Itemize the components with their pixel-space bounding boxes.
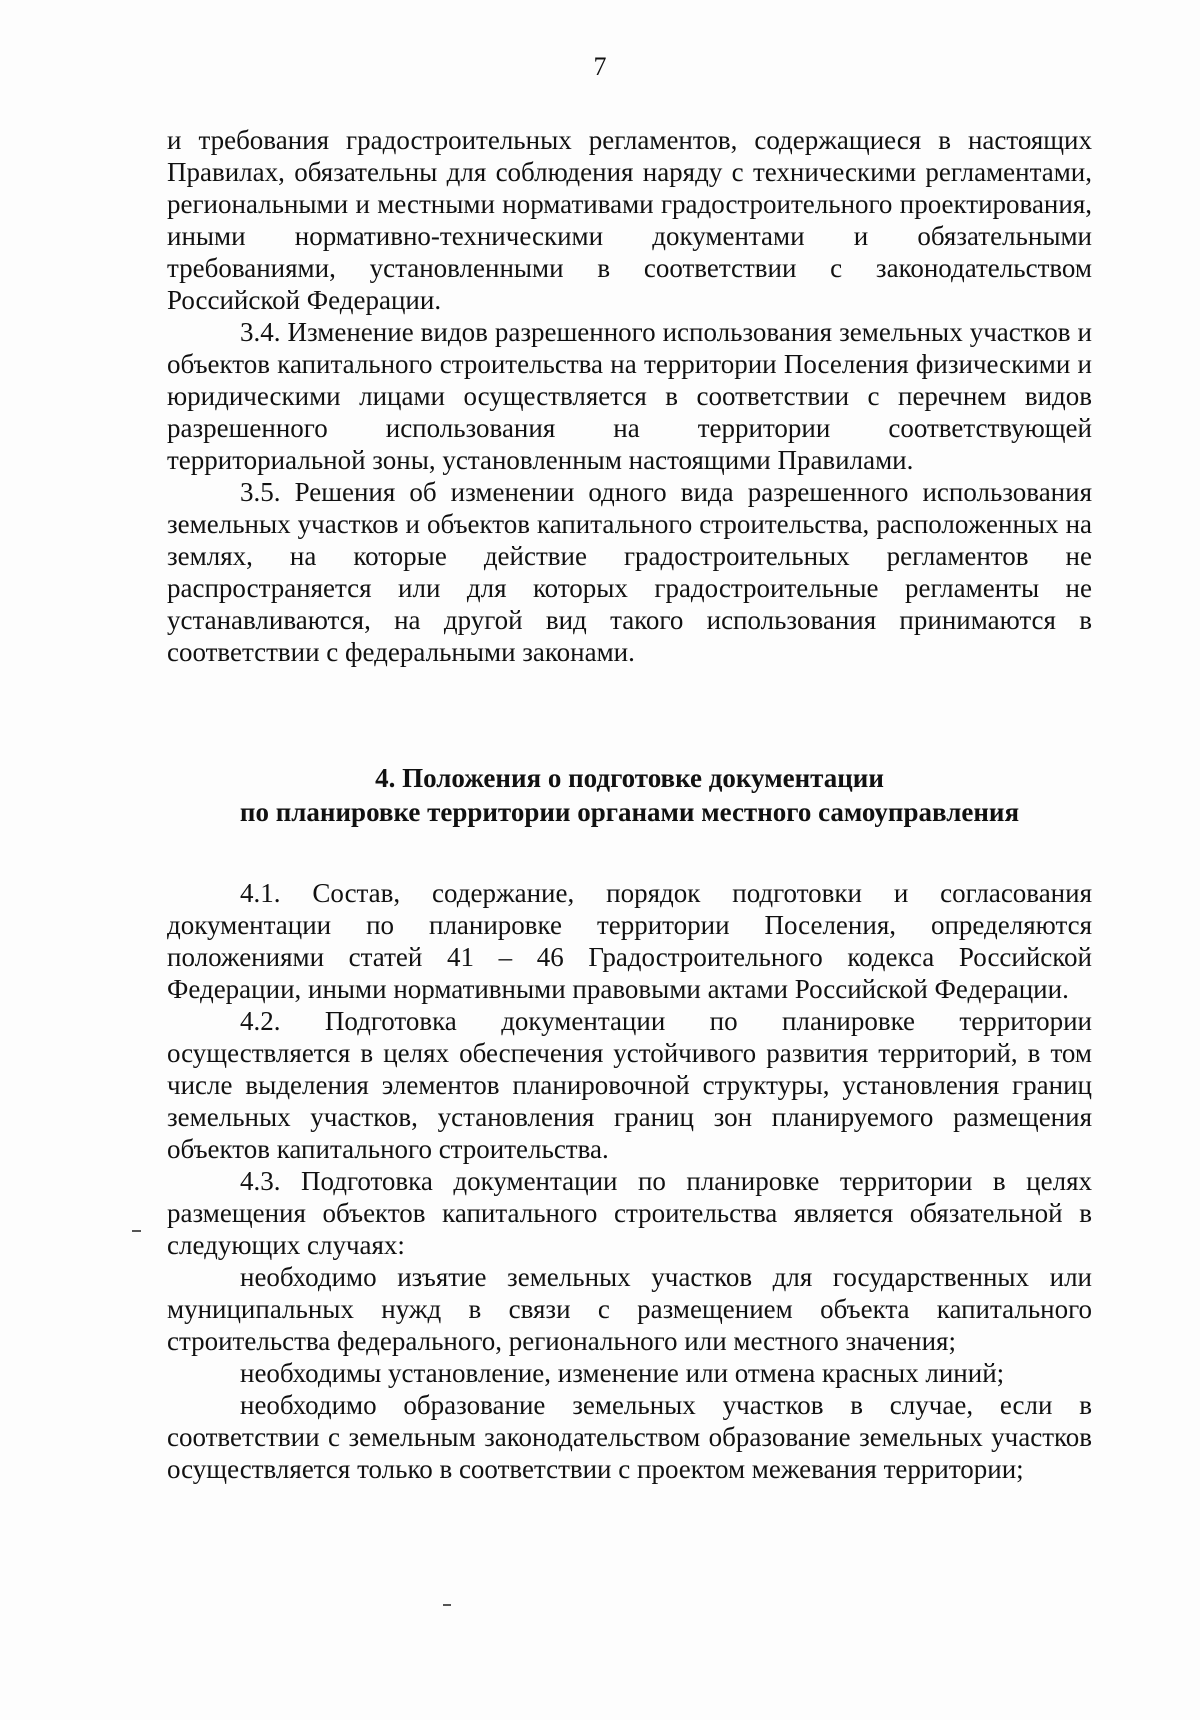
section-4-heading-line-2: по планировке территории органами местного самоуправления [239, 797, 1020, 827]
list-item-case-1: необходимо изъятие земельных участков для государственных или муниципальных нужд в связи с размещением объекта капитального строительства федерального, регионального или местного значения; [167, 1262, 1092, 1356]
list-item-case-3: необходимо образование земельных участков в случае, если в соответствии с земельным законодательством образование земельных участков осуществляется только в соответствии с проектом межевания территории; [167, 1390, 1092, 1484]
section-3-body [167, 124, 1092, 668]
page-number: 7 [593, 52, 607, 81]
paragraph-4-3: 4.3. Подготовка документации по планировке территории в целях размещения объектов капитального строительства является обязательной в следующих случаях: [167, 1166, 1092, 1260]
section-4-heading [167, 761, 1092, 829]
paragraph-3-5: 3.5. Решения об изменении одного вида разрешенного использования земельных участков и объектов капитального строительства, расположенных на землях, на которые действие градостроительных регламентов не распространяется или для которых градостроительные регламенты не устанавливаются, на другой вид такого использования принимаются в соответствии с федеральными законами. [167, 477, 1092, 667]
scan-speck [132, 1230, 141, 1232]
paragraph-3-3-continuation: и требования градостроительных регламентов, содержащиеся в настоящих Правилах, обязательны для соблюдения наряду с техническими регламентами, региональными и местными нормативами градостроительного проектирования, иными нормативно-техническими документами и обязательными требованиями, установленными в соответствии с законодательством Российской Федерации. [167, 125, 1092, 315]
paragraph-3-4: 3.4. Изменение видов разрешенного использования земельных участков и объектов капитального строительства на территории Поселения физическими и юридическими лицами осуществляется в соответствии с перечнем видов разрешенного использования на территории соответствующей территориальной зоны, установленным настоящими Правилами. [167, 317, 1092, 475]
scan-speck [443, 1604, 451, 1606]
paragraph-4-2: 4.2. Подготовка документации по планировке территории осуществляется в целях обеспечения устойчивого развития территорий, в том числе выделения элементов планировочной структуры, установления границ земельных участков, установления границ зон планируемого размещения объектов капитального строительства. [167, 1006, 1092, 1164]
list-item-case-2: необходимы установление, изменение или отмена красных линий; [240, 1358, 1005, 1388]
paragraph-4-1: 4.1. Состав, содержание, порядок подготовки и согласования документации по планировке территории Поселения, определяются положениями статей 41 – 46 Градостроительного кодекса Российской Федерации, иными нормативными правовыми актами Российской Федерации. [167, 878, 1092, 1004]
section-4-body [167, 877, 1092, 1485]
section-4-heading-line-1: 4. Положения о подготовке документации [375, 763, 884, 793]
